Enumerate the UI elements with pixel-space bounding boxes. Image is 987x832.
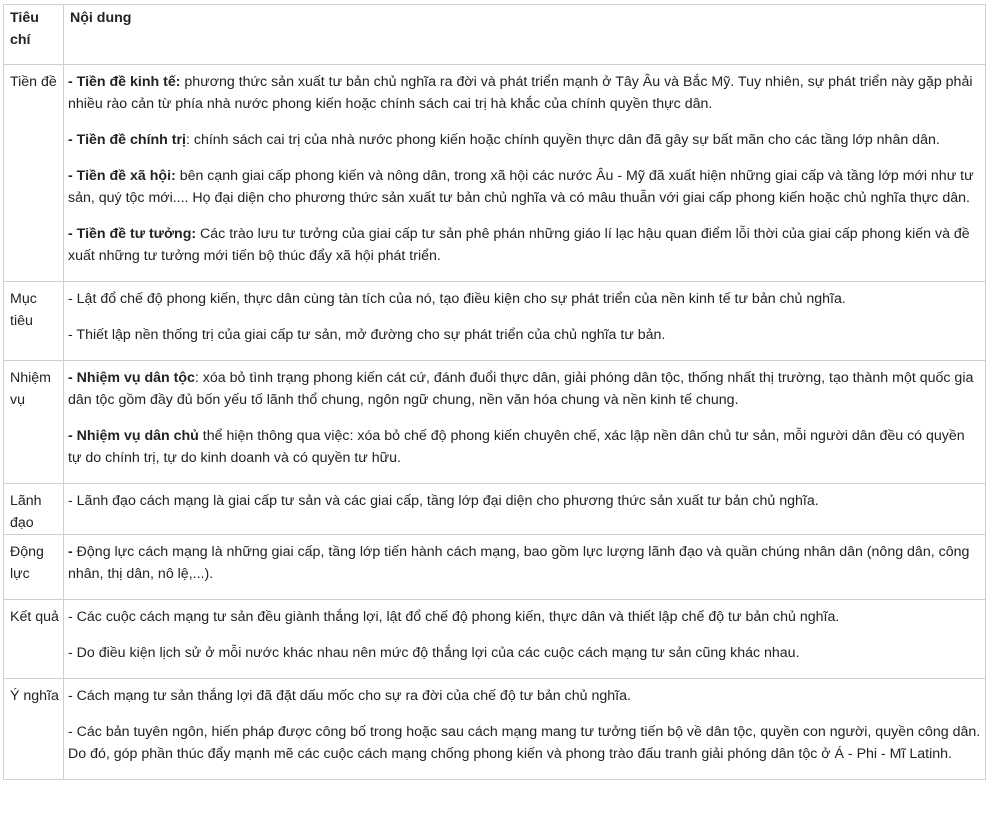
paragraph-text: - Lãnh đạo cách mạng là giai cấp tư sản và các giai cấp, tầng lớp đại diện cho phương thức sản xuất tư bản chủ nghĩa. bbox=[68, 493, 819, 509]
content-paragraph bbox=[68, 606, 981, 628]
criteria-cell: Động lực bbox=[4, 535, 64, 600]
paragraph-label: - Tiền đề kinh tế: bbox=[68, 74, 181, 90]
paragraph-text: Động lực cách mạng là những giai cấp, tầng lớp tiến hành cách mạng, bao gồm lực lượng lãnh đạo và quần chúng nhân dân (nông dân, công nhân, thị dân, nô lệ,...). bbox=[68, 544, 970, 582]
criteria-cell: Lãnh đạo bbox=[4, 484, 64, 535]
content-paragraph bbox=[68, 685, 981, 707]
comparison-table bbox=[3, 4, 986, 780]
paragraph-label: - Nhiệm vụ dân chủ bbox=[68, 428, 199, 444]
header-row bbox=[4, 5, 986, 65]
content-paragraph bbox=[68, 490, 981, 512]
paragraph-text: thể hiện thông qua việc: xóa bỏ chế độ phong kiến chuyên chế, xác lập nền dân chủ tư sản, mỗi người dân đều có quyền tự do chính trị, tự do kinh doanh và có quyền tư hữu. bbox=[68, 428, 965, 466]
paragraph-text: - Do điều kiện lịch sử ở mỗi nước khác nhau nên mức độ thắng lợi của các cuộc cách mạng tư sản cũng khác nhau. bbox=[68, 645, 800, 661]
header-content: Nội dung bbox=[64, 5, 986, 65]
table-row bbox=[4, 484, 986, 535]
content-cell bbox=[64, 535, 986, 600]
content-paragraph bbox=[68, 223, 981, 267]
paragraph-label: - Tiền đề xã hội: bbox=[68, 168, 176, 184]
content-paragraph bbox=[68, 129, 981, 151]
paragraph-text: - Các bản tuyên ngôn, hiến pháp được công bố trong hoặc sau cách mạng mang tư tưởng tiến bộ về dân tộc, quyền con người, quyền công dân. Do đó, góp phần thúc đẩy mạnh mẽ các cuộc cách mạng chống phong kiến và phong trào đấu tranh giải phóng dân tộc ở Á - Phi - Mĩ Latinh. bbox=[68, 724, 981, 762]
paragraph-text: : xóa bỏ tình trạng phong kiến cát cứ, đánh đuổi thực dân, giải phóng dân tộc, thống nhất thị trường, tạo thành một quốc gia dân tộc gồm đầy đủ bốn yếu tố lãnh thổ chung, ngôn ngữ chung, nền văn hóa chung và nền kinh tế chung. bbox=[68, 370, 974, 408]
content-cell bbox=[64, 282, 986, 361]
paragraph-text: - Lật đổ chế độ phong kiến, thực dân cùng tàn tích của nó, tạo điều kiện cho sự phát triển của nền kinh tế tư bản chủ nghĩa. bbox=[68, 291, 846, 307]
content-cell bbox=[64, 65, 986, 282]
paragraph-text: - Các cuộc cách mạng tư sản đều giành thắng lợi, lật đổ chế độ phong kiến, thực dân và thiết lập chế độ tư bản chủ nghĩa. bbox=[68, 609, 840, 625]
table-row bbox=[4, 65, 986, 282]
criteria-cell: Kết quả bbox=[4, 600, 64, 679]
criteria-cell: Tiền đề bbox=[4, 65, 64, 282]
paragraph-text: phương thức sản xuất tư bản chủ nghĩa ra đời và phát triển mạnh ở Tây Âu và Bắc Mỹ. Tuy nhiên, sự phát triển này gặp phải nhiều rào cản từ phía nhà nước phong kiến hoặc chính sách cai trị hà khắc của chính quyền thực dân. bbox=[68, 74, 973, 112]
table-row bbox=[4, 361, 986, 484]
paragraph-label: - bbox=[68, 544, 73, 560]
table-row bbox=[4, 679, 986, 780]
paragraph-label: - Nhiệm vụ dân tộc bbox=[68, 370, 195, 386]
content-cell bbox=[64, 361, 986, 484]
paragraph-text: bên cạnh giai cấp phong kiến và nông dân, trong xã hội các nước Âu - Mỹ đã xuất hiện những giai cấp và tầng lớp mới như tư sản, quý tộc mới.... Họ đại diện cho phương thức sản xuất tư bản chủ nghĩa và có mâu thuẫn với giai cấp phong kiến hoặc chủ nghĩa thực dân. bbox=[68, 168, 974, 206]
content-paragraph bbox=[68, 288, 981, 310]
criteria-cell: Ý nghĩa bbox=[4, 679, 64, 780]
paragraph-label: - Tiền đề chính trị bbox=[68, 132, 186, 148]
criteria-cell: Mục tiêu bbox=[4, 282, 64, 361]
paragraph-text: Các trào lưu tư tưởng của giai cấp tư sản phê phán những giáo lí lạc hậu quan điểm lỗi thời của giai cấp phong kiến và đề xuất những tư tưởng mới tiến bộ thúc đẩy xã hội phát triển. bbox=[68, 226, 970, 264]
content-cell bbox=[64, 679, 986, 780]
content-paragraph bbox=[68, 721, 981, 765]
content-paragraph bbox=[68, 642, 981, 664]
content-paragraph bbox=[68, 541, 981, 585]
table-row bbox=[4, 600, 986, 679]
paragraph-text: : chính sách cai trị của nhà nước phong kiến hoặc chính quyền thực dân đã gây sự bất mãn cho các tầng lớp nhân dân. bbox=[185, 132, 940, 148]
content-paragraph bbox=[68, 425, 981, 469]
content-paragraph bbox=[68, 165, 981, 209]
content-paragraph bbox=[68, 324, 981, 346]
content-cell bbox=[64, 600, 986, 679]
content-paragraph bbox=[68, 367, 981, 411]
table-row bbox=[4, 282, 986, 361]
content-cell bbox=[64, 484, 986, 535]
paragraph-label: - Tiền đề tư tưởng: bbox=[68, 226, 197, 242]
table-row bbox=[4, 535, 986, 600]
header-criteria: Tiêu chí bbox=[4, 5, 64, 65]
content-paragraph bbox=[68, 71, 981, 115]
paragraph-text: - Thiết lập nền thống trị của giai cấp tư sản, mở đường cho sự phát triển của chủ nghĩa tư bản. bbox=[68, 327, 666, 343]
paragraph-text: - Cách mạng tư sản thắng lợi đã đặt dấu mốc cho sự ra đời của chế độ tư bản chủ nghĩa. bbox=[68, 688, 631, 704]
criteria-cell: Nhiệm vụ bbox=[4, 361, 64, 484]
